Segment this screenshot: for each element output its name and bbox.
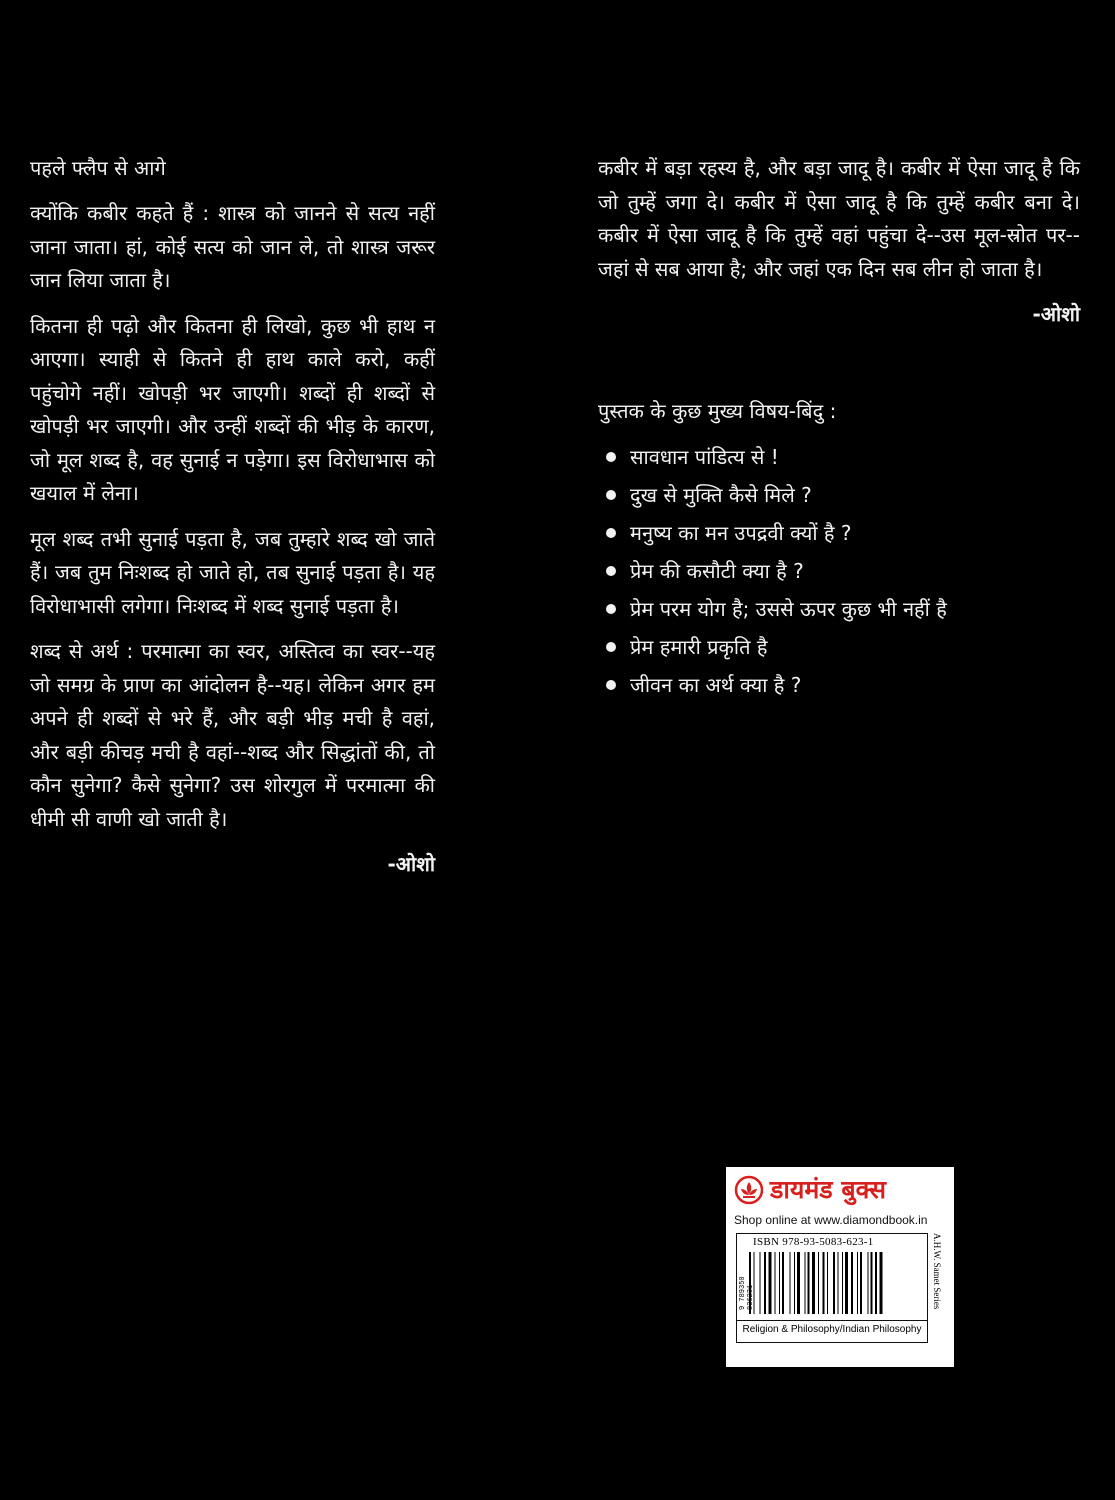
topic-text: सावधान पांडित्य से !: [630, 445, 779, 469]
isbn-frame: [736, 1233, 928, 1343]
topic-item: [598, 666, 1080, 704]
barcode-panel: [726, 1167, 954, 1367]
isbn-text: ISBN 978-93-5083-623-1: [753, 1236, 874, 1248]
left-paragraph-3: मूल शब्द तभी सुनाई पड़ता है, जब तुम्हारे शब्द खो जाते हैं। जब तुम निःशब्द हो जाते हो, तब सुनाई पड़ता है। यह विरोधाभासी लगेगा। निःशब्द में शब्द सुनाई पड़ता है।: [30, 526, 435, 618]
topic-item: [598, 628, 1080, 666]
publisher-name: डायमंड बुक्स: [770, 1175, 887, 1204]
bullet-icon: [606, 490, 616, 500]
bullet-icon: [606, 528, 616, 538]
topic-item: [598, 514, 1080, 552]
left-signature: -ओशो: [387, 852, 435, 876]
left-paragraph-1: क्योंकि कबीर कहते हैं : शास्त्र को जानने से सत्य नहीं जाना जाता। हां, कोई सत्य को जान ले, तो शास्त्र जरूर जान लिया जाता है।: [30, 201, 435, 292]
topic-item: [598, 552, 1080, 590]
topic-text: जीवन का अर्थ क्या है ?: [630, 673, 802, 697]
left-paragraph-4: शब्द से अर्थ : परमात्मा का स्वर, अस्तित्व का स्वर--यह जो समग्र के प्राण का आंदोलन है--यह। लेकिन अगर हम अपने ही शब्दों से भरे हैं, और बड़ी भीड़ मची है वहां, और बड़ी कीचड़ मची है वहां--शब्द और सिद्धांतों की, तो कौन सुनेगा? कैसे सुनेगा? उस शोरगुल में परमात्मा की धीमी सी वाणी खो जाती है।: [30, 639, 435, 831]
bullet-icon: [606, 604, 616, 614]
bullet-icon: [606, 566, 616, 576]
topic-item: [598, 590, 1080, 628]
topic-item: [598, 476, 1080, 514]
bullet-icon: [606, 680, 616, 690]
right-column: [598, 152, 1080, 704]
topic-text: प्रेम परम योग है; उससे ऊपर कुछ भी नहीं है: [630, 597, 947, 621]
category-label: Religion & Philosophy/Indian Philosophy: [737, 1320, 927, 1335]
left-column: [30, 152, 435, 881]
topics-list: [598, 438, 1080, 704]
right-signature: -ओशो: [1032, 302, 1080, 326]
barcode-bars: [749, 1252, 917, 1314]
topic-item: [598, 438, 1080, 476]
publisher-logo: [734, 1173, 886, 1207]
barcode-digits: 9 789350: [739, 1276, 747, 1310]
topic-text: दुख से मुक्ति कैसे मिले ?: [630, 483, 812, 507]
shop-online-text: Shop online at www.diamondbook.in: [734, 1213, 928, 1227]
lotus-icon: [734, 1175, 764, 1205]
topic-text: प्रेम की कसौटी क्या है ?: [630, 559, 804, 583]
series-label: A.H.W. Samet Series: [932, 1233, 942, 1310]
topics-heading: पुस्तक के कुछ मुख्य विषय-बिंदु :: [598, 399, 837, 423]
topic-text: मनुष्य का मन उपद्रवी क्यों है ?: [630, 521, 852, 545]
bullet-icon: [606, 642, 616, 652]
flap-heading: पहले फ्लैप से आगे: [30, 156, 166, 180]
topic-text: प्रेम हमारी प्रकृति है: [630, 635, 768, 659]
bullet-icon: [606, 452, 616, 462]
right-paragraph: कबीर में बड़ा रहस्य है, और बड़ा जादू है। कबीर में ऐसा जादू है कि जो तुम्हें जगा दे। कबीर में ऐसा जादू है कि तुम्हें कबीर बना दे। कबीर में ऐसा जादू है कि तुम्हें वहां पहुंचा दे--उस मूल-स्रोत पर--जहां से सब आया है; और जहां एक दिन सब लीन हो जाता है।: [598, 156, 1080, 281]
left-paragraph-2: कितना ही पढ़ो और कितना ही लिखो, कुछ भी हाथ न आएगा। स्याही से कितने ही हाथ काले करो, कहीं पहुंचोगे नहीं। खोपड़ी भर जाएगी। शब्दों ही शब्दों से खोपड़ी भर जाएगी। और उन्हीं शब्दों की भीड़ के कारण, जो मूल शब्द है, वह सुनाई न पड़ेगा। इस विरोधाभास को खयाल में लेना।: [30, 313, 435, 505]
